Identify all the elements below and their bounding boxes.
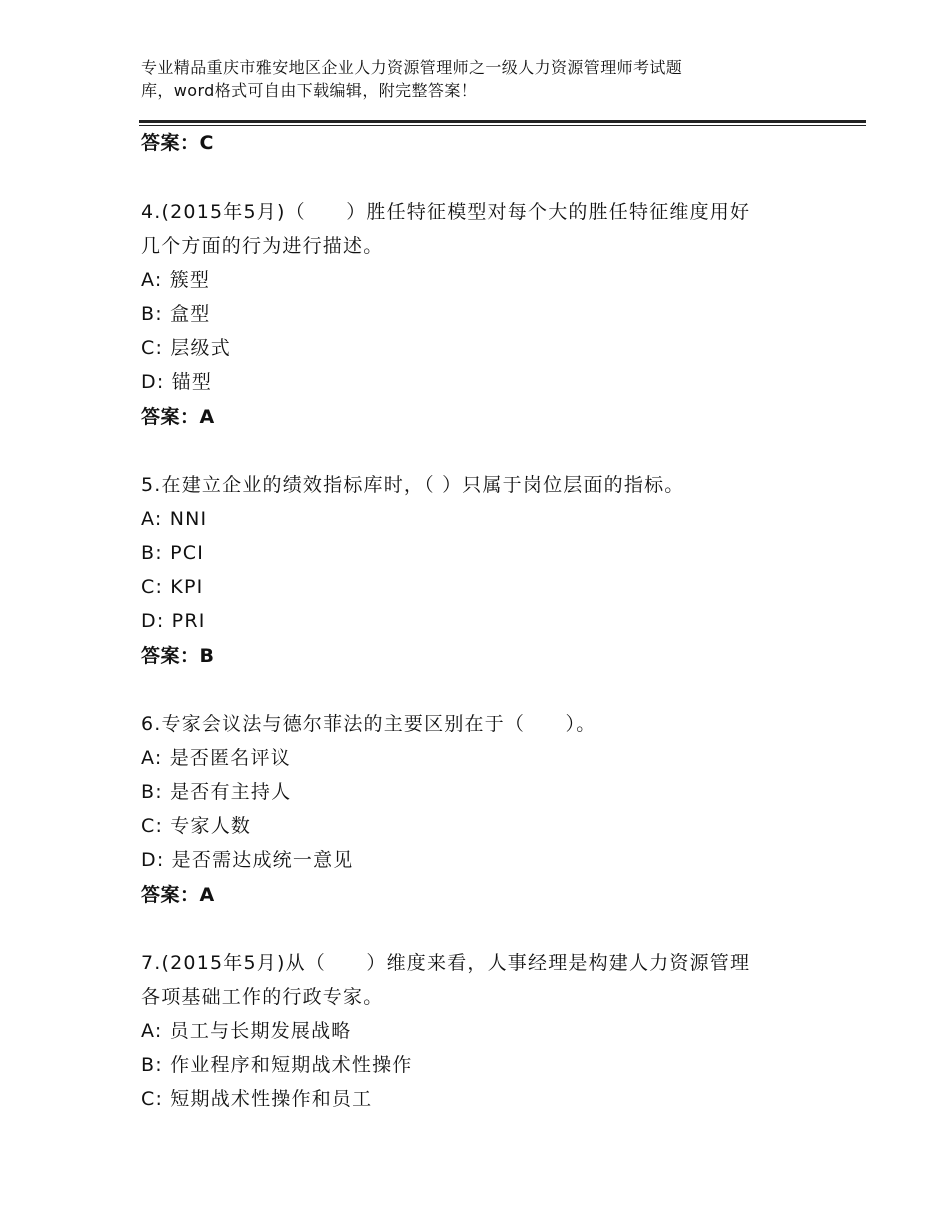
question-6-option-d: D: 是否需达成统一意见 — [141, 849, 354, 871]
question-5-option-d: D: PRI — [141, 610, 206, 632]
question-7-stem-line-2: 各项基础工作的行政专家。 — [141, 986, 384, 1008]
question-4-option-b: B: 盒型 — [141, 303, 211, 325]
header-line-1: 专业精品重庆市雅安地区企业人力资源管理师之一级人力资源管理师考试题 — [141, 58, 683, 77]
answer-q3: 答案：C — [141, 132, 214, 154]
question-7-option-c: C: 短期战术性操作和员工 — [141, 1088, 373, 1110]
question-5-option-b: B: PCI — [141, 542, 205, 564]
question-4-option-d: D: 锚型 — [141, 371, 213, 393]
question-6-option-a: A: 是否匿名评议 — [141, 747, 291, 769]
question-6-option-c: C: 专家人数 — [141, 815, 252, 837]
header-rule-thick — [139, 120, 866, 123]
question-4-stem-line-1: 4.(2015年5月)（ ）胜任特征模型对每个大的胜任特征维度用好 — [141, 201, 751, 223]
question-7-option-a: A: 员工与长期发展战略 — [141, 1020, 352, 1042]
question-5-option-a: A: NNI — [141, 508, 208, 530]
header-rule-thin — [139, 125, 866, 126]
question-5-stem: 5.在建立企业的绩效指标库时，（ ）只属于岗位层面的指标。 — [141, 474, 685, 496]
header-line-2: 库，word格式可自由下载编辑，附完整答案！ — [141, 81, 478, 100]
question-6-option-b: B: 是否有主持人 — [141, 781, 292, 803]
document-header — [141, 56, 781, 102]
question-4-answer: 答案：A — [141, 406, 215, 428]
question-5-option-c: C: KPI — [141, 576, 204, 598]
question-6-stem: 6.专家会议法与德尔菲法的主要区别在于（ ）。 — [141, 713, 597, 735]
question-4-option-c: C: 层级式 — [141, 337, 231, 359]
question-4-stem-line-2: 几个方面的行为进行描述。 — [141, 235, 384, 257]
question-5-answer: 答案：B — [141, 645, 215, 667]
question-7-stem-line-1: 7.(2015年5月)从（ ）维度来看，人事经理是构建人力资源管理 — [141, 952, 751, 974]
question-4-option-a: A: 簇型 — [141, 269, 211, 291]
question-6-answer: 答案：A — [141, 884, 215, 906]
question-7-option-b: B: 作业程序和短期战术性操作 — [141, 1054, 413, 1076]
